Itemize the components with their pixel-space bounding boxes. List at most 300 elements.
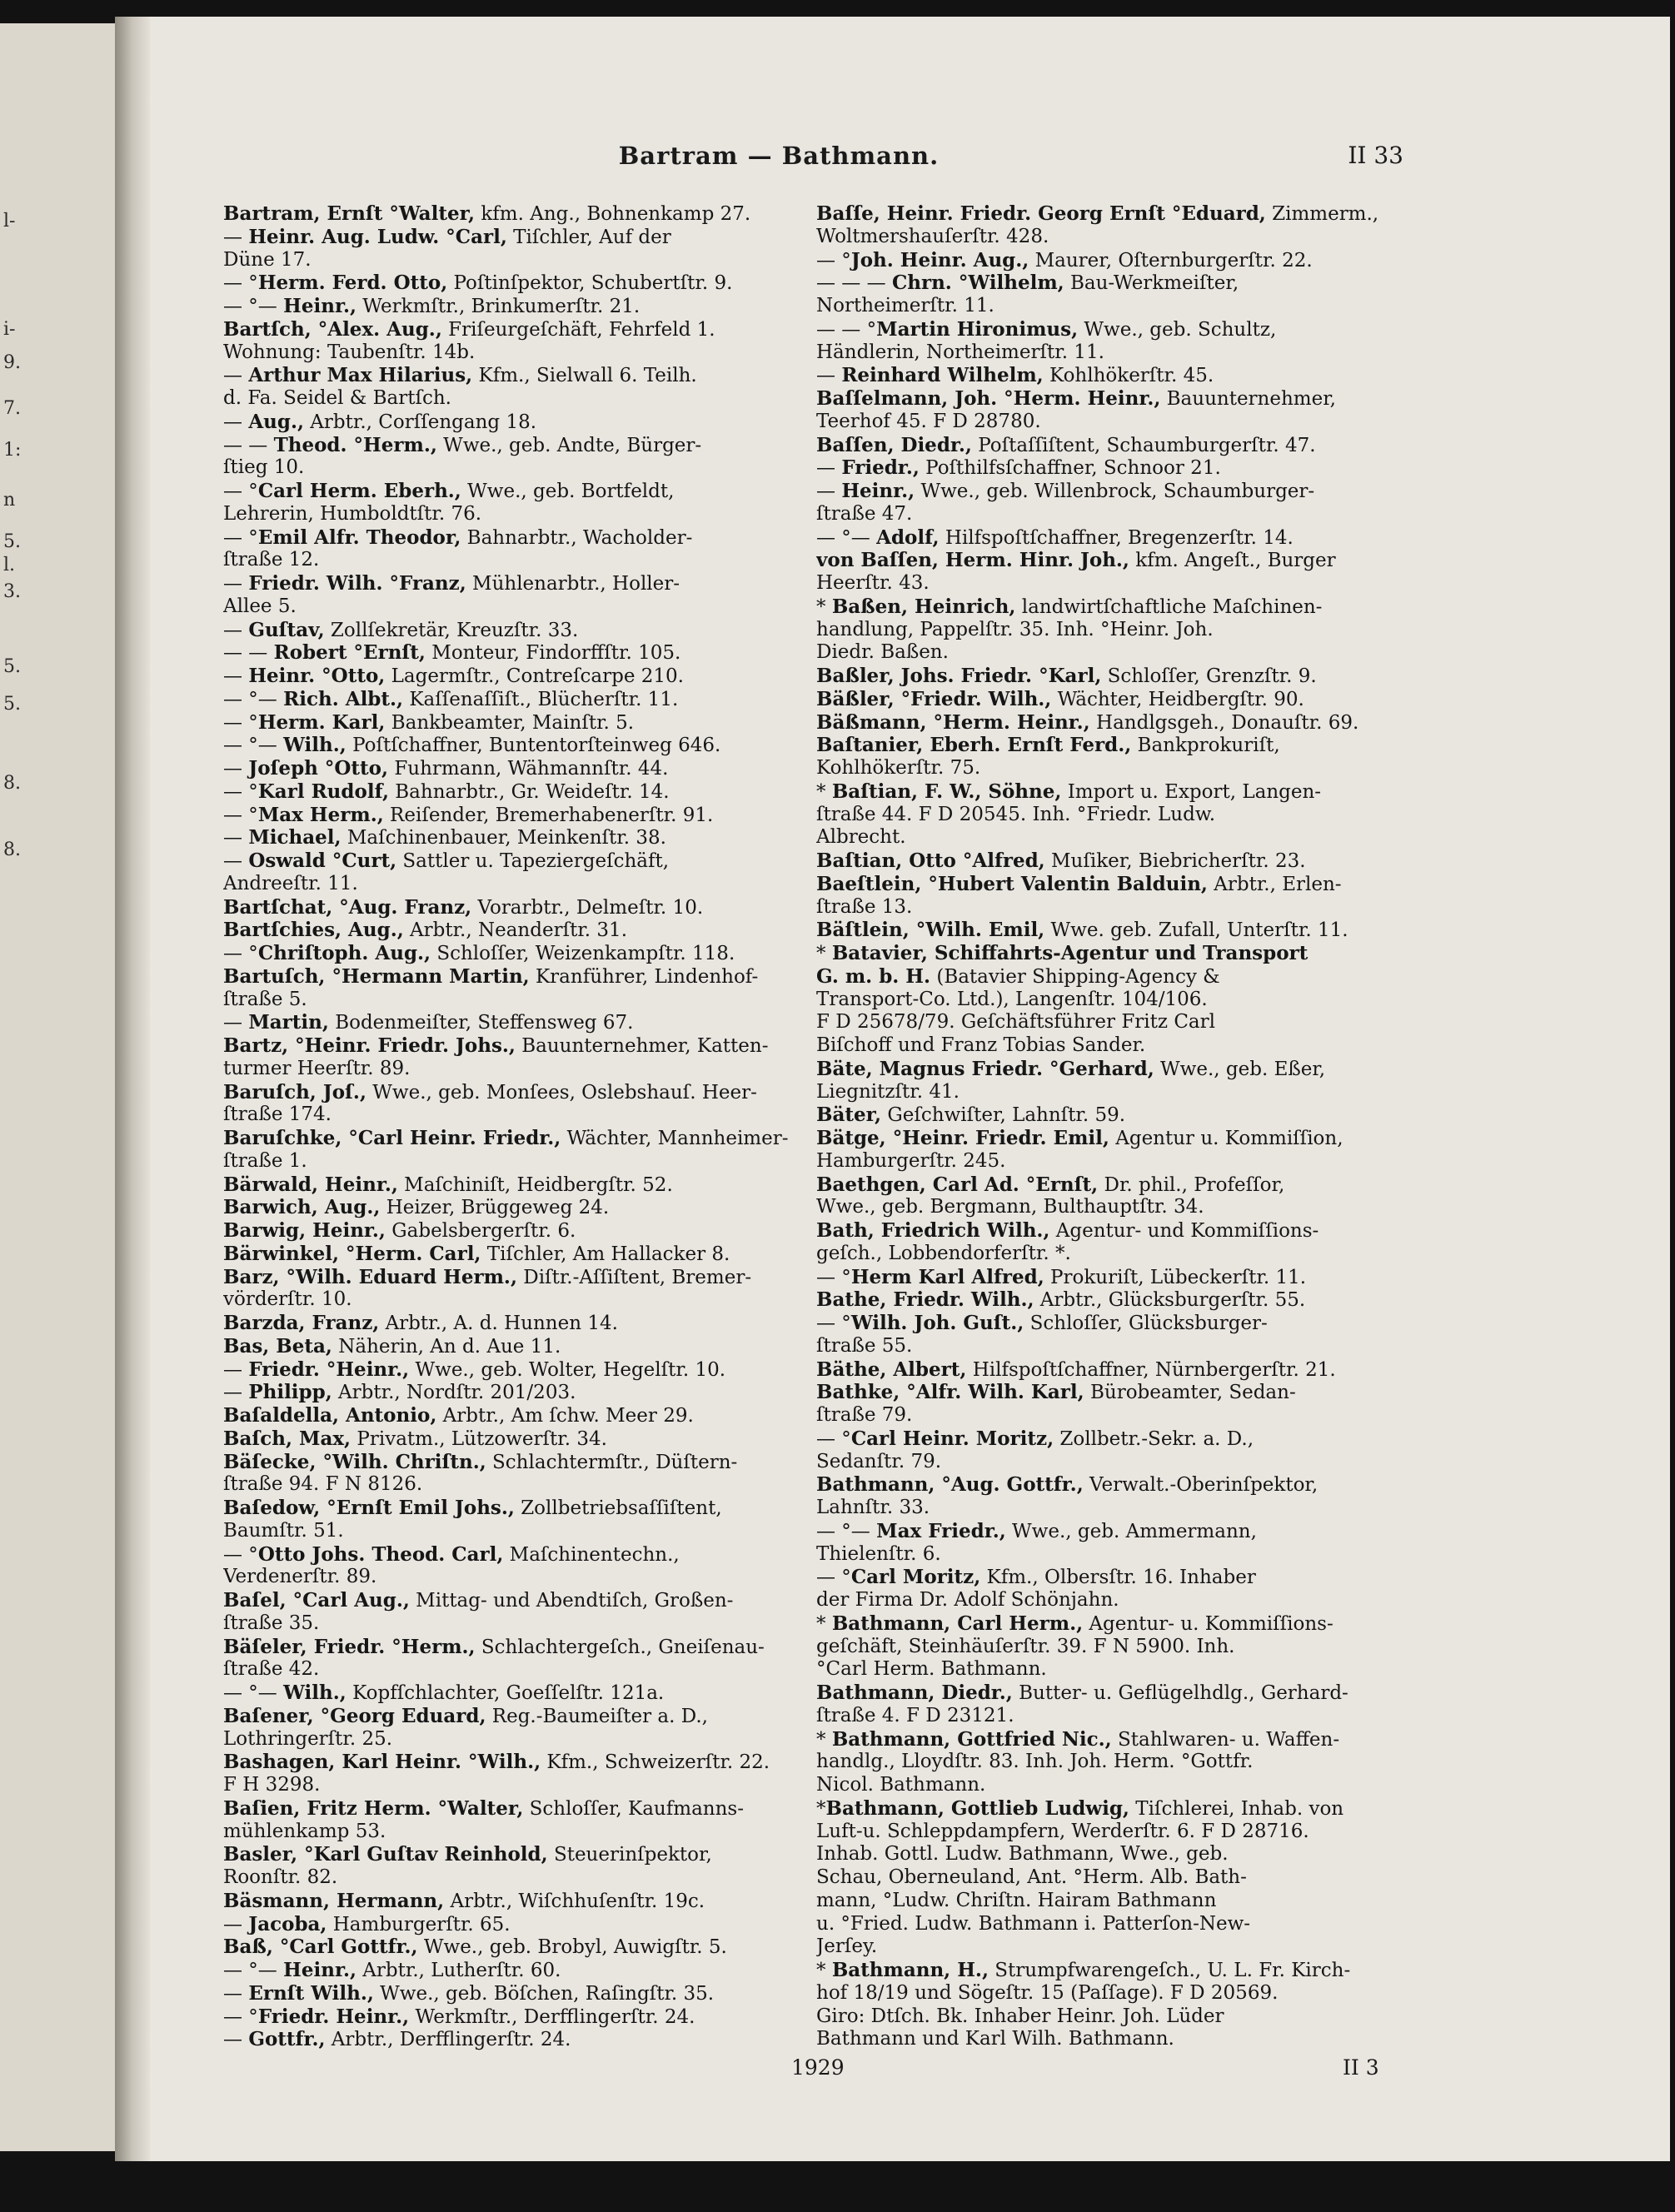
directory-line <box>816 595 1423 619</box>
entry-text: Agentur- u. Kommiſſions- <box>1083 1612 1334 1635</box>
directory-line <box>223 1173 830 1197</box>
directory-line <box>816 734 1423 757</box>
entry-text: Schloſſer, Grenzſtr. 9. <box>1101 665 1317 687</box>
entry-name: Baſch, Max, <box>223 1427 351 1450</box>
entry-name: Bäter, <box>816 1104 882 1127</box>
directory-line <box>223 1913 830 1936</box>
entry-text: Lagermſtr., Contreſcarpe 210. <box>385 665 684 687</box>
entry-text: — ° <box>816 1266 851 1288</box>
directory-line <box>223 1959 830 1982</box>
directory-line <box>816 1058 1423 1081</box>
directory-line <box>223 2028 830 2051</box>
entry-name: Baßen, Heinrich, <box>831 595 1016 618</box>
directory-line <box>816 1473 1423 1497</box>
entry-text: Biſchoff und Franz Tobias Sander. <box>816 1034 1146 1056</box>
entry-text: Wwe. geb. Zufall, Unterſtr. 11. <box>1044 919 1348 942</box>
entry-text: ſtraße 12. <box>223 549 320 571</box>
prev-page-fragment: 3. <box>3 581 21 602</box>
entry-text: Schloſſer, Glücksburger- <box>1024 1313 1268 1334</box>
entry-name: Bartſch, °Alex. Aug., <box>223 317 442 341</box>
entry-text: — <box>223 1982 249 2005</box>
entry-text: landwirtſchaftliche Maſchinen- <box>1015 595 1323 618</box>
left-column <box>223 202 830 2051</box>
entry-text: — <box>223 619 249 641</box>
entry-text: Wwe., geb. Bergmann, Bulthauptſtr. 34. <box>816 1196 1204 1218</box>
directory-line <box>223 804 830 827</box>
entry-text: mann, °Ludw. Chriſtn. Hairam Bathmann <box>816 1889 1217 1911</box>
entry-name: Reinhard Wilhelm, <box>841 364 1044 387</box>
directory-line <box>223 1196 830 1219</box>
directory-line <box>223 526 830 550</box>
prev-page-fragment: 5. <box>3 656 21 677</box>
directory-line <box>223 341 830 365</box>
entry-name: Barz, °Wilh. Eduard Herm., <box>223 1265 517 1288</box>
entry-text: Import u. Export, Langen- <box>1061 780 1322 803</box>
entry-text: — <box>223 1382 249 1404</box>
entry-text: — <box>223 1913 249 1936</box>
entry-text: Mittag- und Abendtiſch, Großen- <box>409 1590 734 1612</box>
entry-text: Wächter, Mannheimer- <box>561 1128 789 1149</box>
entry-text: Andreeſtr. 11. <box>223 872 358 894</box>
directory-line <box>816 1312 1423 1335</box>
prev-page-fragment: 8. <box>3 839 21 860</box>
entry-name: Bathmann, Gottlieb Ludwig, <box>825 1796 1129 1820</box>
directory-line <box>816 1774 1423 1797</box>
directory-line <box>816 1104 1423 1127</box>
entry-text: kfm. Angeſt., Burger <box>1129 550 1336 572</box>
entry-text: Albrecht. <box>816 826 906 849</box>
entry-text: — ° <box>816 249 851 272</box>
entry-text: — <box>223 411 249 433</box>
directory-line <box>223 1312 830 1335</box>
entry-text: Arbtr., Glücksburgerſtr. 55. <box>1034 1289 1306 1312</box>
entry-text: — °— <box>223 1960 284 1981</box>
entry-text: ſtraße 47. <box>816 502 913 525</box>
entry-text: — <box>223 1358 249 1381</box>
directory-line <box>223 757 830 780</box>
entry-text: Poſtaſſiſtent, Schaumburgerſtr. 47. <box>971 434 1316 456</box>
directory-line <box>223 641 830 665</box>
directory-line <box>816 711 1423 735</box>
directory-line <box>816 826 1423 849</box>
entry-text: Wwe., geb. Ammermann, <box>1005 1520 1257 1542</box>
entry-name: Philipp, <box>248 1381 332 1404</box>
entry-name: Gottfr., <box>248 2028 326 2051</box>
directory-line <box>816 295 1423 318</box>
entry-name: Bathmann, Gottfried Nic., <box>831 1727 1112 1751</box>
entry-text: Hilfspoſtſchaffner, Nürnbergerſtr. 21. <box>966 1358 1336 1381</box>
directory-line <box>816 1681 1423 1705</box>
directory-line <box>816 804 1423 827</box>
entry-text: ſtraße 174. <box>223 1104 332 1126</box>
entry-text: ſtraße 42. <box>223 1658 320 1681</box>
entry-text: Zimmerm., <box>1265 203 1379 225</box>
directory-line <box>816 1358 1423 1382</box>
entry-name: Baruſch, Joſ., <box>223 1080 366 1104</box>
prev-page-fragment: 1: <box>3 440 22 461</box>
entry-text: ſtraße 55. <box>816 1334 913 1357</box>
entry-text: — — — <box>816 272 892 295</box>
entry-text: u. °Fried. Ludw. Bathmann i. Patterſon-New- <box>816 1912 1251 1935</box>
entry-text: Wwe., geb. Böſchen, Raſingſtr. 35. <box>373 1982 715 2005</box>
entry-text: — ° <box>223 780 258 803</box>
directory-line <box>816 202 1423 226</box>
entry-text: — <box>223 850 249 872</box>
entry-name: Bärwald, Heinr., <box>223 1173 398 1196</box>
directory-line <box>223 1866 830 1890</box>
entry-text: — ° <box>223 526 258 549</box>
entry-text: Arbtr., Erlen- <box>1207 873 1342 895</box>
entry-text: Wwe., geb. Eßer, <box>1154 1058 1326 1080</box>
directory-line <box>816 249 1423 272</box>
directory-line <box>223 318 830 341</box>
entry-text: — ° <box>816 1313 851 1334</box>
entry-text: — <box>223 827 249 849</box>
prev-page-fragment: 5. <box>3 694 21 715</box>
prev-page-fragment: n <box>3 490 16 511</box>
entry-text: ſtraße 44. F D 20545. Inh. °Friedr. Ludw. <box>816 803 1216 825</box>
directory-line <box>223 965 830 989</box>
entry-text: Kaſſenaſſiſt., Blücherſtr. 11. <box>403 688 679 710</box>
directory-line <box>816 1866 1423 1890</box>
entry-text: — °— <box>816 1520 877 1542</box>
right-column <box>816 202 1423 2051</box>
entry-text: Schlachtergeſch., Gneiſenau- <box>475 1636 765 1658</box>
entry-text: — ° <box>816 1567 851 1589</box>
directory-line <box>223 411 830 434</box>
entry-text: Northeimerſtr. 11. <box>816 295 995 316</box>
entry-name: Rich. Albt., <box>283 687 404 710</box>
directory-line <box>223 549 830 572</box>
entry-text: Friſeurgeſchäft, Fehrfeld 1. <box>441 318 715 341</box>
entry-name: Joſeph °Otto, <box>248 757 389 780</box>
directory-line <box>816 1913 1423 1936</box>
entry-name: Friedr. Wilh. °Franz, <box>248 572 466 595</box>
directory-line <box>223 387 830 411</box>
directory-line <box>223 1589 830 1612</box>
directory-line <box>223 1681 830 1705</box>
entry-text: Woltmershauſerſtr. 428. <box>816 225 1049 247</box>
entry-text: kfm. Ang., Bohnenkamp 27. <box>475 203 751 225</box>
entry-name: Heinr., <box>283 295 356 317</box>
entry-text: Agentur u. Kommiſſion, <box>1109 1128 1343 1149</box>
entry-text: Wwe., geb. Bortfeldt, <box>461 481 675 502</box>
entry-text: — <box>223 665 249 687</box>
directory-line <box>816 1034 1423 1058</box>
directory-line <box>816 757 1423 780</box>
entry-name: Bath, Friedrich Wilh., <box>816 1219 1050 1242</box>
directory-line <box>816 1821 1423 1844</box>
directory-line <box>223 202 830 226</box>
entry-name: Carl Herm. Eberh., <box>257 480 461 502</box>
directory-line <box>223 1612 830 1636</box>
entry-name: Bathe, Friedr. Wilh., <box>816 1288 1034 1312</box>
directory-line <box>816 1566 1423 1589</box>
entry-text: — <box>223 758 249 780</box>
entry-text: handlg., Lloydſtr. 83. Inh. Joh. Herm. °Gottfr. <box>816 1751 1254 1773</box>
entry-name: Heinr. °Otto, <box>248 665 386 687</box>
prev-page-fragment: l. <box>3 555 16 575</box>
directory-line <box>223 1058 830 1081</box>
entry-name: Guſtav, <box>248 618 325 641</box>
entry-text: Transport-Co. Ltd.), Langenſtr. 104/106. <box>816 988 1208 1010</box>
entry-text: — ° <box>816 1427 851 1450</box>
entry-text: Sattler u. Tapeziergeſchäft, <box>396 850 670 872</box>
entry-text: — <box>223 226 249 248</box>
directory-line <box>223 503 830 526</box>
entry-text: Wwe., geb. Willenbrock, Schaumburger- <box>915 481 1315 502</box>
entry-text: Prokuriſt, Lübeckerſtr. 11. <box>1044 1266 1307 1288</box>
entry-text: Händlerin, Northeimerſtr. 11. <box>816 341 1104 363</box>
entry-name: Baſſen, Diedr., <box>816 433 972 456</box>
directory-line <box>223 826 830 849</box>
entry-text: Baumſtr. 51. <box>223 1519 344 1542</box>
entry-text: — <box>223 1012 249 1034</box>
directory-line <box>223 295 830 318</box>
entry-text: Maſchiniſt, Heidbergſtr. 52. <box>397 1173 673 1196</box>
entry-name: Jacoba, <box>248 1912 327 1936</box>
entry-name: Bäßmann, °Herm. Heinr., <box>816 710 1090 734</box>
entry-text: ſtraße 13. <box>816 895 913 918</box>
entry-text: ſtraße 94. F N 8126. <box>223 1473 423 1496</box>
entry-text: turmer Heerſtr. 89. <box>223 1057 411 1079</box>
directory-line <box>223 1473 830 1497</box>
entry-text: Lehrerin, Humboldtſtr. 76. <box>223 502 482 525</box>
entry-name: Batavier, Schiffahrts-Agentur und Transport <box>831 942 1309 964</box>
entry-text: Vorarbtr., Delmeſtr. 10. <box>471 896 704 919</box>
entry-text: Kranführer, Lindenhof- <box>529 965 759 988</box>
entry-text: Hamburgerſtr. 245. <box>816 1149 1006 1172</box>
entry-name: Bas, Beta, <box>223 1334 332 1358</box>
entry-text: — — <box>223 434 274 456</box>
directory-line <box>816 919 1423 942</box>
entry-text: Lothringerſtr. 25. <box>223 1727 393 1750</box>
entry-text: Diedr. Baßen. <box>816 641 949 664</box>
entry-text: Hamburgerſtr. 65. <box>327 1913 511 1936</box>
directory-line <box>223 1728 830 1751</box>
entry-text: Wwe., geb. Brobyl, Auwigſtr. 5. <box>417 1936 727 1959</box>
entry-name: Herm Karl Alfred, <box>850 1265 1044 1288</box>
directory-line <box>816 942 1423 965</box>
directory-line <box>816 318 1423 341</box>
entry-name: Herm. Karl, <box>257 710 386 734</box>
directory-line <box>223 1821 830 1844</box>
entry-name: Bäthe, Albert, <box>816 1358 967 1381</box>
directory-line <box>223 1011 830 1034</box>
entry-name: Bartſchies, Aug., <box>223 919 404 942</box>
entry-text: Nicol. Bathmann. <box>816 1774 986 1796</box>
entry-text: Maſchinentechn., <box>503 1543 680 1566</box>
directory-line <box>816 549 1423 572</box>
entry-text: Wwe., geb. Monſees, Oslebshauſ. Heer- <box>366 1081 757 1104</box>
directory-line <box>223 896 830 919</box>
entry-text: Monteur, Findorffſtr. 105. <box>425 642 681 665</box>
directory-line <box>223 456 830 480</box>
entry-text: Sedanſtr. 79. <box>816 1450 942 1472</box>
entry-text: geſch., Lobbendorferſtr. *. <box>816 1242 1071 1264</box>
entry-text: ſtraße 5. <box>223 988 307 1010</box>
entry-name: Arthur Max Hilarius, <box>248 364 473 387</box>
entry-text: — °— <box>223 735 284 757</box>
directory-line <box>816 1011 1423 1034</box>
entry-text: — ° <box>223 2005 258 2028</box>
directory-line <box>816 1427 1423 1451</box>
directory-line <box>223 1751 830 1774</box>
entry-text: Bauunternehmer, <box>1160 388 1336 410</box>
directory-line <box>223 1843 830 1866</box>
entry-name: Bartuſch, °Hermann Martin, <box>223 964 530 988</box>
entry-text: Fuhrmann, Wähmannſtr. 44. <box>388 758 669 780</box>
entry-name: Bäſtlein, °Wilh. Emil, <box>816 919 1045 942</box>
directory-line <box>223 1266 830 1289</box>
directory-line <box>816 665 1423 688</box>
entry-text: handlung, Pappelſtr. 35. Inh. °Heinr. Joh. <box>816 618 1214 640</box>
directory-line <box>816 411 1423 434</box>
directory-line <box>223 272 830 295</box>
directory-line <box>816 526 1423 550</box>
entry-text: Agentur- und Kommiſſions- <box>1049 1220 1319 1242</box>
entry-name: Bäsmann, Hermann, <box>223 1889 445 1912</box>
entry-text: Werkmſtr., Derfflingerſtr. 24. <box>409 2005 695 2028</box>
directory-line <box>816 1612 1423 1636</box>
entry-name: Wilh., <box>283 1681 346 1704</box>
entry-text: Strumpfwarengeſch., U. L. Fr. Kirch- <box>988 1960 1351 1981</box>
directory-line <box>816 364 1423 387</box>
directory-line <box>223 1219 830 1243</box>
entry-text: Handlgsgeh., Donauſtr. 69. <box>1089 711 1359 734</box>
directory-line <box>816 873 1423 896</box>
entry-text: der Firma Dr. Adolf Schönjahn. <box>816 1589 1119 1611</box>
entry-name: Carl Heinr. Moritz, <box>850 1427 1054 1450</box>
entry-text: Schloſſer, Kaufmanns- <box>523 1797 744 1820</box>
entry-text: Stahlwaren- u. Waffen- <box>1111 1728 1340 1751</box>
entry-text: Arbtr., Corſſengang 18. <box>303 411 537 433</box>
prev-page-fragment: 5. <box>3 531 21 552</box>
entry-text: Liegnitzſtr. 41. <box>816 1080 960 1103</box>
directory-line <box>223 1936 830 1959</box>
entry-name: Max Herm., <box>257 803 384 826</box>
entry-name: Baſel, °Carl Aug., <box>223 1589 410 1612</box>
entry-name: Friedr. Heinr., <box>257 2005 410 2028</box>
entry-text: Heizer, Brüggeweg 24. <box>380 1197 610 1219</box>
entry-text: Arbtr., Neanderſtr. 31. <box>403 919 627 942</box>
entry-text: Bankbeamter, Mainſtr. 5. <box>385 711 635 734</box>
directory-line <box>223 1497 830 1520</box>
entry-text: Düne 17. <box>223 248 312 271</box>
directory-line <box>816 1982 1423 2005</box>
entry-text: — <box>816 481 842 502</box>
directory-line <box>223 1104 830 1127</box>
directory-line <box>223 989 830 1012</box>
entry-text: Bürobeamter, Sedan- <box>1084 1382 1296 1404</box>
entry-text: Tiſchler, Auf der <box>506 226 671 248</box>
directory-line <box>223 1243 830 1266</box>
directory-line <box>223 873 830 896</box>
entry-text: Wwe., geb. Schultz, <box>1078 318 1277 341</box>
entry-text: Zollſekretär, Kreuzſtr. 33. <box>324 619 579 641</box>
directory-line <box>816 1127 1423 1150</box>
entry-name: Bathmann, Carl Herm., <box>831 1612 1084 1635</box>
entry-text: — <box>223 365 249 387</box>
directory-line <box>223 1034 830 1058</box>
entry-text: Luft-u. Schleppdampfern, Werderſtr. 6. F D 28716. <box>816 1820 1309 1842</box>
directory-line <box>816 1797 1423 1821</box>
entry-text: Wächter, Heidbergſtr. 90. <box>1051 688 1304 710</box>
directory-line <box>816 480 1423 503</box>
entry-text: — <box>816 457 842 480</box>
entry-text: ſtraße 4. F D 23121. <box>816 1704 1014 1726</box>
directory-line <box>816 1219 1423 1243</box>
entry-name: Wilh., <box>283 734 346 757</box>
entry-text: Bahnarbtr., Gr. Weideſtr. 14. <box>388 780 670 803</box>
entry-text: Roonſtr. 82. <box>223 1866 338 1888</box>
entry-name: Baruſchke, °Carl Heinr. Friedr., <box>223 1127 561 1149</box>
directory-line <box>816 641 1423 665</box>
directory-line <box>816 688 1423 711</box>
entry-name: Joh. Heinr. Aug., <box>850 248 1029 272</box>
entry-name: von Baſſen, Herm. Hinr. Joh., <box>816 549 1129 572</box>
entry-text: Thielenſtr. 6. <box>816 1542 941 1565</box>
entry-text: Bodenmeiſter, Steffensweg 67. <box>328 1012 634 1034</box>
entry-text: F H 3298. <box>223 1774 321 1796</box>
entry-text: Zollbetr.-Sekr. a. D., <box>1054 1427 1254 1450</box>
directory-line <box>816 1705 1423 1728</box>
entry-name: Adolf, <box>876 526 940 549</box>
entry-text: — <box>223 2029 249 2051</box>
entry-name: Heinr., <box>841 480 915 502</box>
directory-line <box>223 1150 830 1173</box>
directory-line <box>816 503 1423 526</box>
directory-line <box>816 1658 1423 1681</box>
entry-text: * <box>816 943 832 964</box>
entry-text: — ° <box>223 711 258 734</box>
directory-line <box>816 341 1423 365</box>
entry-name: Chrn. °Wilhelm, <box>891 272 1064 295</box>
entry-name: Barwich, Aug., <box>223 1196 381 1219</box>
entry-text: Heerſtr. 43. <box>816 572 930 594</box>
entry-name: Bartſchat, °Aug. Franz, <box>223 895 472 919</box>
prev-page-fragment: 7. <box>3 398 21 419</box>
directory-line <box>816 2028 1423 2051</box>
entry-text: Maurer, Oſternburgerſtr. 22. <box>1029 249 1313 272</box>
entry-text: Teerhof 45. F D 28780. <box>816 410 1041 432</box>
prev-page-fragment: l- <box>3 211 16 232</box>
entry-text: Bauunternehmer, Katten- <box>515 1035 769 1057</box>
entry-text: — °— <box>223 688 284 710</box>
directory-line <box>223 1335 830 1358</box>
directory-line <box>816 1288 1423 1312</box>
directory-line <box>223 572 830 595</box>
entry-text: Poſtſchaffner, Buntentorſteinweg 646. <box>346 735 721 757</box>
entry-name: Otto Johs. Theod. Carl, <box>257 1542 504 1566</box>
directory-line <box>223 2005 830 2029</box>
entry-text: Bathmann und Karl Wilh. Bathmann. <box>816 2028 1174 2050</box>
directory-line <box>816 1520 1423 1543</box>
entry-name: Friedr. °Heinr., <box>248 1358 410 1381</box>
directory-line <box>816 1266 1423 1289</box>
entry-text: Mühlenarbtr., Holler- <box>466 573 680 595</box>
entry-text: Arbtr., Wiſchhuſenſtr. 19c. <box>444 1890 705 1912</box>
entry-text: Verwalt.-Oberinſpektor, <box>1083 1474 1319 1497</box>
directory-line <box>223 1520 830 1543</box>
entry-text: ſtraße 1. <box>223 1149 307 1172</box>
entry-text: Allee 5. <box>223 595 297 617</box>
entry-text: Tiſchlerei, Inhab. von <box>1129 1797 1344 1820</box>
entry-name: Wilh. Joh. Guſt., <box>850 1312 1024 1334</box>
directory-line <box>816 1243 1423 1266</box>
entry-name: Bäte, Magnus Friedr. °Gerhard, <box>816 1057 1154 1080</box>
entry-text: Zollbetriebsaſſiſtent, <box>514 1497 722 1519</box>
